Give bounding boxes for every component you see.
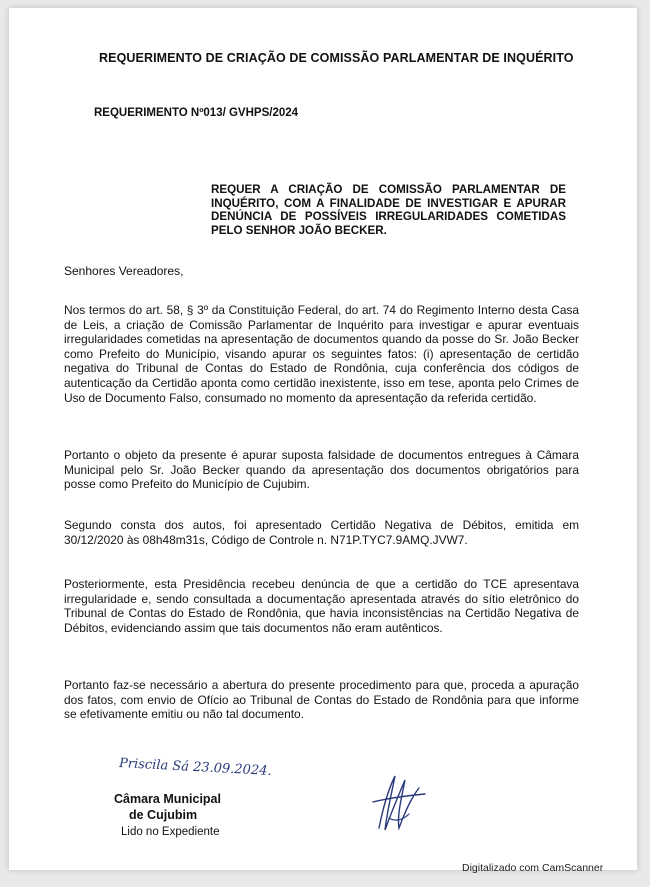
paragraph-2: Portanto o objeto da presente é apurar suposta falsidade de documentos entregues à Câmara Municipal pelo Sr. João Becker quando da apresentação dos documentos obrigatórios para posse como Prefeito do Município de Cujubim. bbox=[64, 448, 579, 492]
document-page bbox=[9, 8, 637, 874]
paragraph-1: Nos termos do art. 58, § 3º da Constituição Federal, do art. 74 do Regimento Interno desta Casa de Leis, a criação de Comissão Parlamentar de Inquérito para investigar e apurar eventuais irregularidades cometidas na apresentação de documentos quando da posse do Sr. João Becker como Prefeito do Município, visando apurar os seguintes fatos: (i) apresentação de certidão negativa do Tribunal de Contas do Estado de Rondônia, cuja conferência dos códigos de autenticação da Certidão aponta como certidão inexistente, isso em tese, aponta pelo Crimes de Uso de Documento Falso, consumado no momento da apresentação da referida certidão. bbox=[64, 303, 579, 405]
paragraph-4: Posteriormente, esta Presidência recebeu denúncia de que a certidão do TCE apresentava irregularidade e, sendo consultada a documentação apresentada através do sítio eletrônico do Tribunal de Contas do Estado de Rondônia, que havia inconsistências na Certidão Negativa de Débitos, evidenciando assim que tais documentos não eram autênticos. bbox=[64, 577, 579, 635]
stamp-read-note: Lido no Expediente bbox=[121, 826, 220, 838]
reception-stamp bbox=[109, 756, 289, 850]
ementa: REQUER A CRIAÇÃO DE COMISSÃO PARLAMENTAR DE INQUÉRITO, COM A FINALIDADE DE INVESTIGAR E APURAR DENÚNCIA DE POSSÍVEIS IRREGULARIDADES COMETIDAS PELO SENHOR JOÃO BECKER. bbox=[211, 183, 566, 237]
document-title: REQUERIMENTO DE CRIAÇÃO DE COMISSÃO PARLAMENTAR DE INQUÉRITO bbox=[99, 51, 574, 65]
signature-icon bbox=[369, 768, 429, 838]
paragraph-3: Segundo consta dos autos, foi apresentado Certidão Negativa de Débitos, emitida em 30/12/2020 às 08h48m31s, Código de Controle n. N71P.TYC7.9AMQ.JVW7. bbox=[64, 518, 579, 547]
requirement-number: REQUERIMENTO Nº013/ GVHPS/2024 bbox=[94, 107, 299, 119]
stamp-city-name: de Cujubim bbox=[129, 808, 198, 822]
salutation: Senhores Vereadores, bbox=[64, 264, 184, 278]
paragraph-5: Portanto faz-se necessário a abertura do presente procedimento para que, proceda a apuração dos fatos, com envio de Ofício ao Tribunal de Contas do Estado de Rondônia para que informe se efetivamente emitiu ou não tal documento. bbox=[64, 678, 579, 722]
handwritten-signature-date: Priscila Sá 23.09.2024. bbox=[118, 756, 272, 779]
stamp-chamber-name: Câmara Municipal bbox=[114, 792, 221, 806]
scanner-watermark: Digitalizado com CamScanner bbox=[462, 862, 604, 874]
